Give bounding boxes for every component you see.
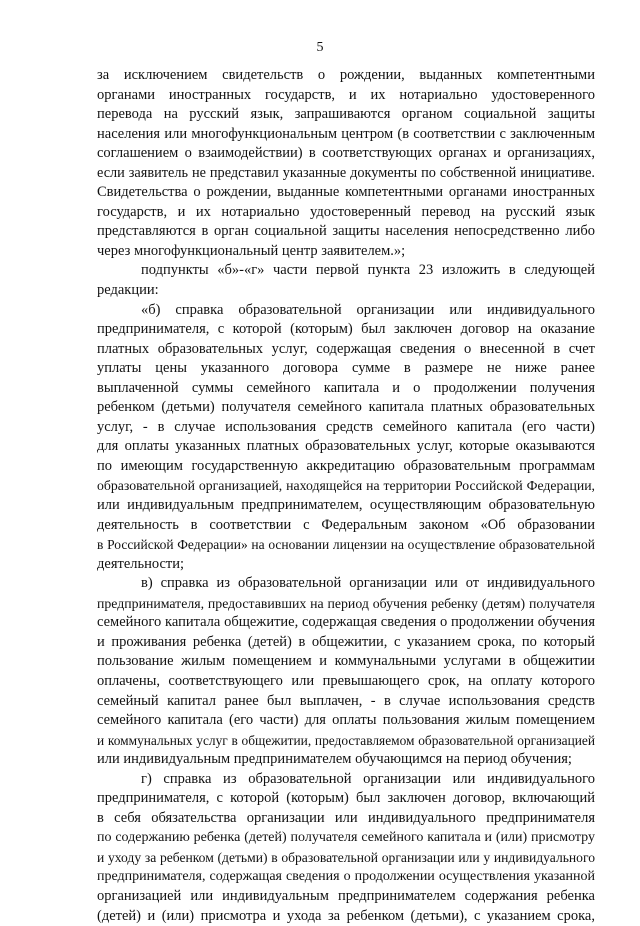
text-line: за исключением свидетельств о рождении, выданных компетентными (97, 67, 595, 83)
text-line: оплачены, соответствующего или превышающего срок, на оплату которого (97, 672, 595, 689)
text-line: деятельности; (97, 555, 185, 572)
text-line: через многофункциональный центр заявителем.»; (97, 242, 406, 259)
text-line: населения или многофункциональным центром (в соответствии с заключенным (97, 125, 595, 142)
text-line: подпункты «б»-«г» части первой пункта 23 изложить в следующей (141, 262, 595, 279)
text-line: предпринимателя, предоставивших на период обучения ребенку (детям) получателя (97, 595, 595, 611)
text-line: услуг, - в случае использования средств семейного капитала (его части) (97, 418, 595, 435)
page-number: 5 (316, 40, 324, 55)
text-line: в себя обязательства организации или индивидуального предпринимателя (97, 809, 595, 826)
text-line: выплаченной суммы семейного капитала и о продолжении получения (97, 379, 595, 396)
document-body (97, 66, 595, 926)
text-line: по имеющим государственную аккредитацию образовательным программам (97, 457, 595, 474)
text-line: «б) справка образовательной организации или индивидуального (141, 301, 595, 318)
text-line: предпринимателя, содержащая сведения о продолжении осуществления указанной (97, 869, 595, 885)
text-line: образовательной организацией, находящейся на территории Российской Федерации, (97, 478, 595, 494)
text-line: предпринимателя, с которой (которым) был заключен договор, включающий (97, 790, 595, 807)
text-line: перевода на русский язык, запрашиваются органом социальной защиты (97, 106, 595, 123)
text-line: семейного капитала (его части) для оплаты пользования жилым помещением (97, 712, 595, 729)
text-line: платных образовательных услуг, содержащая сведения о внесенной в счет (97, 340, 595, 357)
text-line: ребенком (детьми) получателя семейного капитала платных образовательных (97, 399, 595, 416)
text-line: редакции: (97, 282, 159, 299)
text-line: для оплаты указанных платных образовательных услуг, которые оказываются (97, 438, 595, 455)
text-line: государств, и их нотариально удостоверенный перевод на русский язык (97, 203, 595, 220)
text-line: и коммунальных услуг в общежитии, предоставляемом образовательной организацией (97, 732, 595, 748)
text-line: деятельность в соответствии с Федеральным законом «Об образовании (97, 516, 595, 533)
text-line: Свидетельства о рождении, выданные компетентными органами иностранных (97, 184, 595, 201)
text-line: (детей) и (или) присмотра и ухода за ребенком (детьми), с указанием срока, (97, 907, 595, 924)
text-line: в) справка из образовательной организации или от индивидуального (141, 575, 595, 592)
text-line: если заявитель не представил указанные документы по собственной инициативе. (97, 164, 595, 181)
text-line: г) справка из образовательной организации или индивидуального (141, 770, 595, 787)
text-line: органами иностранных государств, и их нотариально удостоверенного (97, 86, 595, 103)
text-line: и проживания ребенка (детей) в общежитии, с указанием срока, по который (97, 633, 595, 650)
text-line: в Российской Федерации» на основании лицензии на осуществление образовательной (97, 537, 595, 553)
text-line: и уходу за ребенком (детьми) в образовательной организации или у индивидуального (97, 849, 595, 865)
text-line: представляются в орган социальной защиты населения непосредственно либо (97, 223, 595, 240)
text-line: семейного капитала общежитие, содержащая сведения о продолжении обучения (97, 614, 595, 631)
text-line: предпринимателя, с которой (которым) был заключен договор на оказание (97, 321, 595, 338)
text-line: или индивидуальным предпринимателем обучающимся на период обучения; (97, 751, 572, 768)
text-line: семейный капитал ранее был выплачен, - в случае использования средств (97, 692, 595, 709)
text-line: соглашением о взаимодействии) в соответствующих органах и организациях, (97, 145, 595, 162)
text-line: по содержанию ребенка (детей) получателя семейного капитала и (или) присмотру (97, 830, 595, 846)
text-line: организацией или индивидуальным предпринимателем содержания ребенка (97, 887, 595, 904)
text-line: пользование жилым помещением и коммунальными услугами в общежитии (97, 653, 595, 670)
text-line: или индивидуальным предпринимателем, осуществляющим образовательную (97, 497, 595, 514)
text-line: уплаты цены указанного договора сумме в размере не ниже ранее (97, 360, 595, 377)
